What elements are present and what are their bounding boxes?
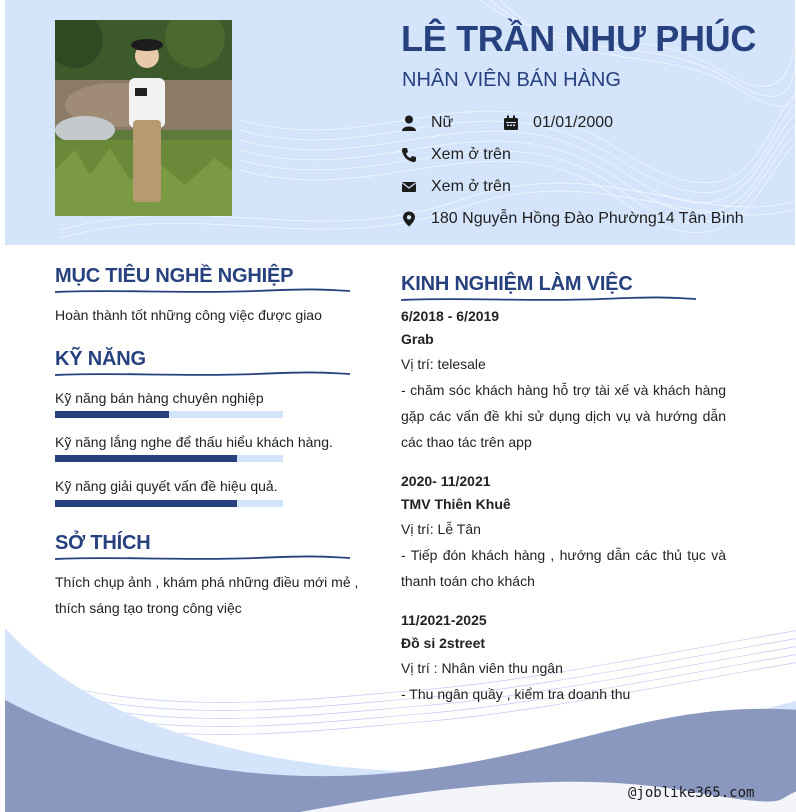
user-icon [401,115,417,131]
birthday-value: 01/01/2000 [533,114,614,131]
objective-text: Hoàn thành tốt những công việc được giao [55,307,322,323]
hobbies-heading: SỞ THÍCH [55,532,151,554]
skill-bar-fill [55,500,237,507]
job-period: 6/2018 - 6/2019 [401,308,500,324]
address-row [401,210,744,228]
birthday-row [503,114,613,132]
profile-photo [55,20,232,216]
job-period: 11/2021-2025 [401,612,487,628]
skill-label: Kỹ năng giải quyết vấn đề hiệu quả. [55,478,278,494]
skill-label: Kỹ năng bán hàng chuyên nghiệp [55,390,264,406]
watermark: @joblike365.com [628,785,755,801]
skills-heading: KỸ NĂNG [55,348,146,370]
address-value: 180 Nguyễn Hồng Đào Phường14 Tân Bình [431,210,744,227]
job-company: TMV Thiên Khuê [401,496,511,512]
candidate-name: LÊ TRẦN NHƯ PHÚC [401,18,757,59]
objective-heading: MỤC TIÊU NGHỀ NGHIỆP [55,265,294,287]
job-title: NHÂN VIÊN BÁN HÀNG [402,69,621,91]
gender-row [401,114,453,132]
email-row [401,178,511,196]
skill-bar [55,455,283,462]
job-description: - Thu ngân quầy , kiểm tra doanh thu [401,686,631,702]
skill-bar [55,411,283,418]
email-value: Xem ở trên [431,178,511,195]
skill-bar-fill [55,411,169,418]
map-pin-icon [401,211,417,227]
job-position: Vị trí : Nhân viên thu ngân [401,660,563,676]
job-company: Đồ si 2street [401,635,486,651]
job-description: - Tiếp đón khách hàng , hướng dẫn các thủ tục và thanh toán cho khách [401,547,726,589]
hobbies-text: Thích chụp ảnh , khám phá những điều mới mẻ , thích sáng tạo trong công việc [55,574,359,616]
job-period: 2020- 11/2021 [401,473,491,489]
hobbies-underline [55,555,350,561]
experience-underline [401,296,696,302]
phone-icon [401,147,417,163]
job-description: - chăm sóc khách hàng hỗ trợ tài xế và khách hàng gặp các vấn đề khi sử dụng dịch vụ và hướng dẫn các thao tác trên app [401,382,726,450]
skill-label: Kỹ năng lắng nghe để thấu hiểu khách hàng. [55,434,333,450]
job-position: Vị trí: Lễ Tân [401,521,481,537]
objective-underline [55,288,350,294]
phone-value: Xem ở trên [431,146,511,163]
job-company: Grab [401,331,434,347]
calendar-icon [503,115,519,131]
phone-row [401,146,511,164]
gender-value: Nữ [431,114,454,131]
job-position: Vị trí: telesale [401,356,486,372]
envelope-icon [401,179,417,195]
skills-underline [55,371,350,377]
skill-bar [55,500,283,507]
skill-bar-fill [55,455,237,462]
experience-heading: KINH NGHIỆM LÀM VIỆC [401,273,633,295]
